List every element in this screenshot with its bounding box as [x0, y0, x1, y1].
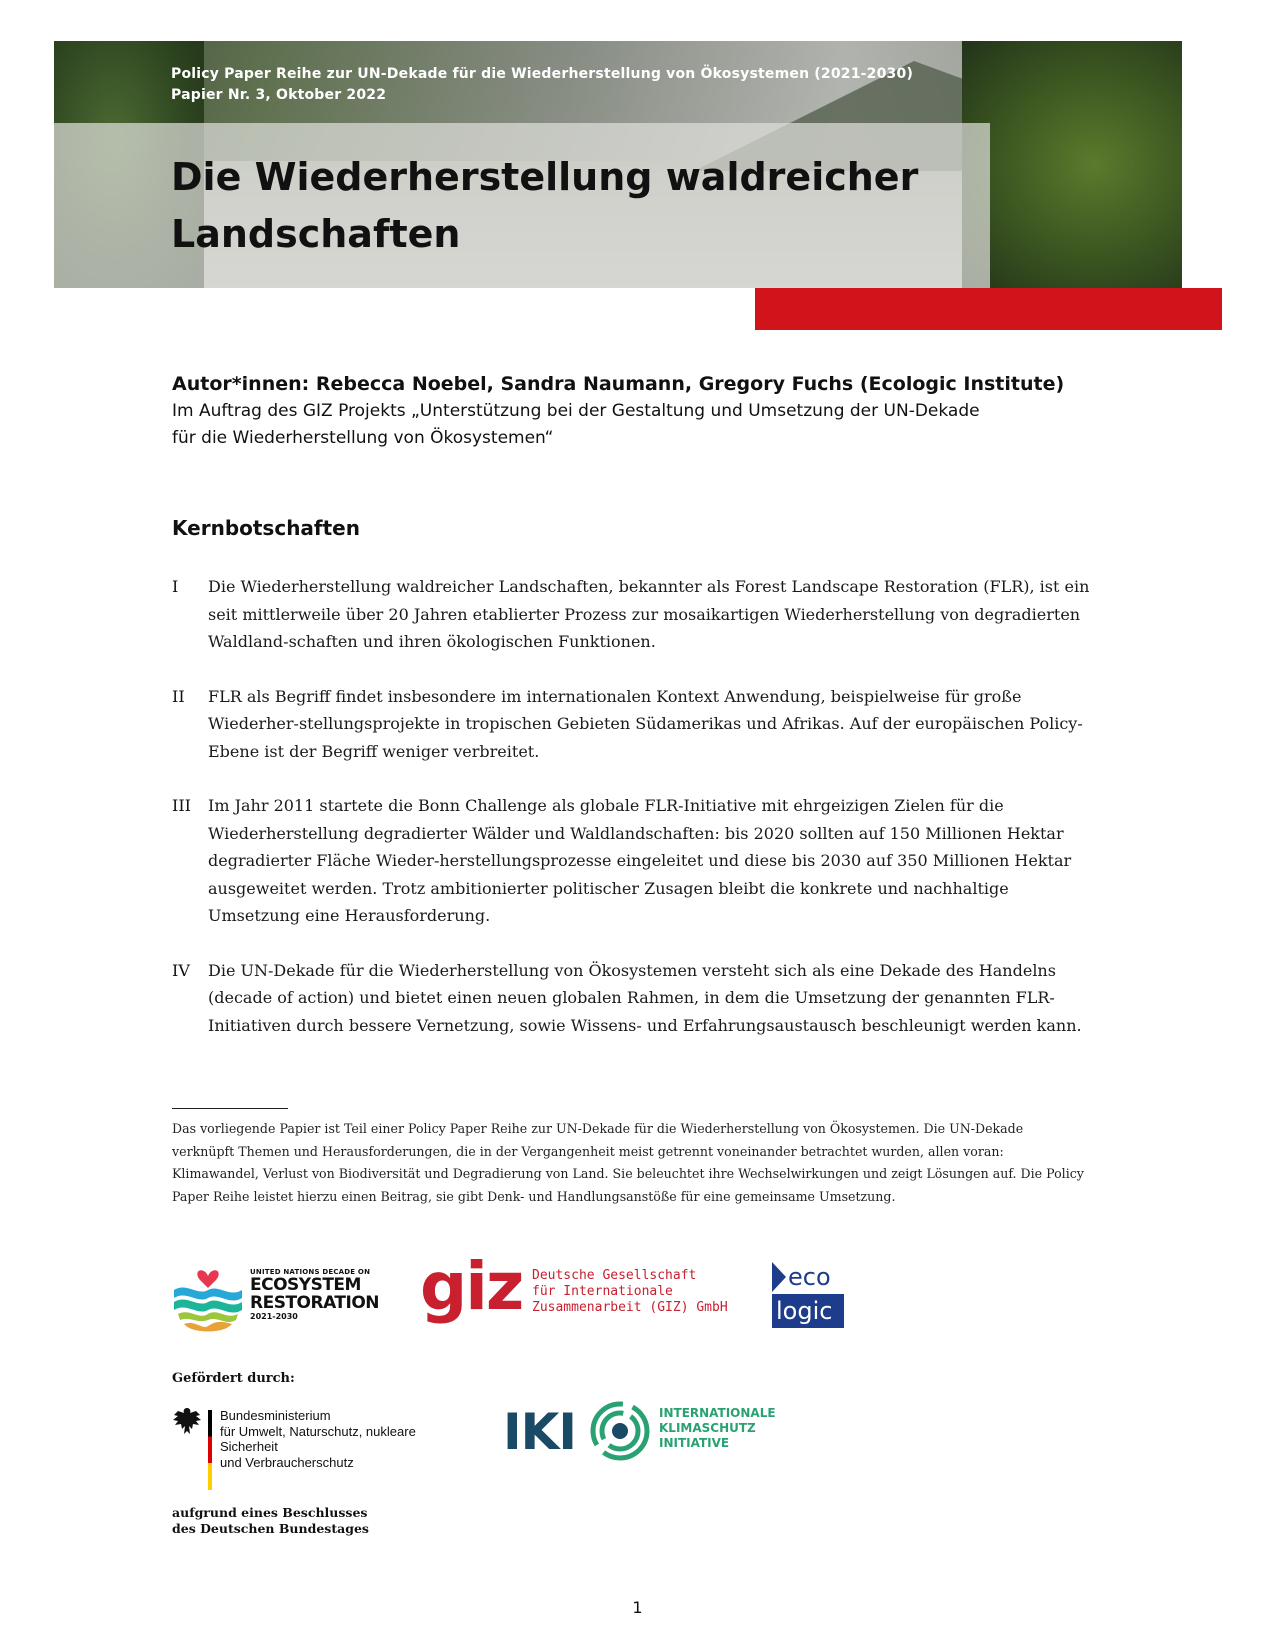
authors-block — [172, 370, 1072, 452]
commission-line-1: Im Auftrag des GIZ Projekts „Unterstützung bei der Gestaltung und Umsetzung der UN-Dekade — [172, 401, 980, 421]
iki-line-1: INTERNATIONALE — [659, 1406, 776, 1420]
key-messages-list — [172, 573, 1102, 1066]
key-message-number: IV — [172, 960, 190, 980]
bmuv-name — [220, 1408, 472, 1470]
paper-number-line: Papier Nr. 3, Oktober 2022 — [171, 87, 387, 103]
footnote-text: Das vorliegende Papier ist Teil einer Policy Paper Reihe zur UN-Dekade für die Wiederherstellung von Ökosystemen. Die UN-Dekade verknüpft Themen und Herausforderungen, die in der Vergangenheit meist getrennt voneinander betrachtet wurden, allen voran: Klimawandel, Verlust von Biodiversität und Degradierung von Land. Sie beleuchtet ihre Wechselwirkungen und zeigt Lösungen auf. Die Policy Paper Reihe leistet hierzu einen Beitrag, sie gibt Denk- und Handlungsanstöße für eine gemeinsame Umsetzung. — [172, 1121, 1084, 1204]
logic-word: logic — [776, 1297, 833, 1325]
bmuv-logo — [172, 1400, 472, 1492]
title-line-2: Landschaften — [171, 212, 461, 256]
eco-word: eco — [788, 1263, 831, 1291]
ecologic-logo — [772, 1260, 846, 1332]
key-message-number: II — [172, 686, 185, 706]
iki-wordmark: IKI — [503, 1403, 576, 1461]
key-message-text: Die Wiederherstellung waldreicher Landschaften, bekannter als Forest Landscape Restoration (FLR), ist ein seit mittlerweile über 20 Jahren etablierter Prozess zur mosaikartigen Wiederherstellung von degradierten Waldland-schaften und ihren ökologischen Funktionen. — [208, 577, 1090, 651]
title-line-1: Die Wiederherstellung waldreicher — [171, 155, 919, 199]
play-triangle-icon — [772, 1262, 786, 1292]
giz-line-1: Deutsche Gesellschaft — [532, 1268, 697, 1283]
giz-fullname — [532, 1268, 728, 1316]
un-decade-emblem-icon — [170, 1262, 246, 1336]
key-message-text: Die UN-Dekade für die Wiederherstellung von Ökosystemen versteht sich als eine Dekade des Handelns (decade of action) und bietet einen neuen globalen Rahmen, in dem die Umsetzung der genannten FLR-Initiativen durch bessere Vernetzung, sowie Wissens- und Erfahrungsaustausch beschleunigt werden kann. — [208, 960, 1082, 1035]
undr-small-line: UNITED NATIONS DECADE ON — [250, 1268, 371, 1276]
un-decade-wordmark — [250, 1268, 379, 1321]
undr-line-2: RESTORATION — [250, 1293, 380, 1313]
page-title — [171, 149, 931, 263]
giz-logo — [420, 1248, 730, 1332]
iki-logo — [503, 1400, 793, 1464]
page-number: 1 — [632, 1598, 643, 1617]
bundestag-note-line-2: des Deutschen Bundestages — [172, 1521, 369, 1536]
funded-by-label: Gefördert durch: — [172, 1371, 295, 1386]
iki-line-2: KLIMASCHUTZ — [659, 1421, 756, 1435]
federal-eagle-icon — [172, 1406, 202, 1438]
commission-line-2: für die Wiederherstellung von Ökosystemen“ — [172, 428, 554, 448]
key-message-item — [172, 573, 1102, 656]
banner-palm-right-photo — [962, 41, 1182, 288]
series-line: Policy Paper Reihe zur UN-Dekade für die Wiederherstellung von Ökosystemen (2021-2030) — [171, 66, 914, 82]
key-message-item — [172, 957, 1102, 1040]
un-decade-logo — [170, 1262, 380, 1336]
key-message-text: FLR als Begriff findet insbesondere im internationalen Kontext Anwendung, beispielweise für große Wiederher-stellungsprojekte in tropischen Gebieten Südamerikas und Afrikas. Auf der europäischen Policy-Ebene ist der Begriff weniger verbreitet. — [208, 686, 1083, 761]
german-flag-stripe — [208, 1410, 212, 1490]
key-message-item — [172, 683, 1102, 766]
bmuv-line-1: Bundesministerium — [220, 1408, 331, 1423]
undr-years: 2021-2030 — [250, 1312, 298, 1321]
iki-fullname — [659, 1406, 776, 1451]
eco-row — [772, 1262, 846, 1292]
giz-line-3: Zusammenarbeit (GIZ) GmbH — [532, 1300, 728, 1315]
key-message-text: Im Jahr 2011 startete die Bonn Challenge als globale FLR-Initiative mit ehrgeizigen Zielen für die Wiederherstellung degradierter Wälder und Waldlandschaften: bis 2020 sollten auf 150 Millionen Hektar degradierter Fläche Wieder-herstellungsprozesse eingeleitet und diese bis 2030 auf 350 Millionen Hektar ausgeweitet werden. Trotz ambitionierter politischer Zusagen bleibt die konkrete und nachhaltige Umsetzung eine Herausforderung. — [208, 796, 1072, 925]
bmuv-line-2: für Umwelt, Naturschutz, nukleare Sicherheit — [220, 1423, 416, 1454]
bmuv-line-3: und Verbraucherschutz — [220, 1454, 354, 1470]
series-info — [171, 64, 913, 106]
iki-target-icon — [589, 1400, 651, 1462]
bundestag-note — [172, 1505, 369, 1537]
bundestag-note-line-1: aufgrund eines Beschlusses — [172, 1505, 368, 1520]
key-message-number: III — [172, 796, 191, 815]
accent-red-bar — [755, 288, 1222, 330]
key-message-item — [172, 792, 1102, 930]
logic-box — [772, 1294, 844, 1328]
giz-wordmark: giz — [420, 1248, 523, 1325]
header-banner — [54, 41, 1182, 288]
section-heading: Kernbotschaften — [172, 516, 360, 540]
footnote-divider — [172, 1108, 288, 1109]
undr-line-1: ECOSYSTEM — [250, 1275, 361, 1295]
giz-line-2: für Internationale — [532, 1284, 673, 1299]
authors-line: Autor*innen: Rebecca Noebel, Sandra Naumann, Gregory Fuchs (Ecologic Institute) — [172, 373, 1065, 395]
key-message-number: I — [172, 577, 179, 596]
iki-line-3: INITIATIVE — [659, 1436, 730, 1450]
